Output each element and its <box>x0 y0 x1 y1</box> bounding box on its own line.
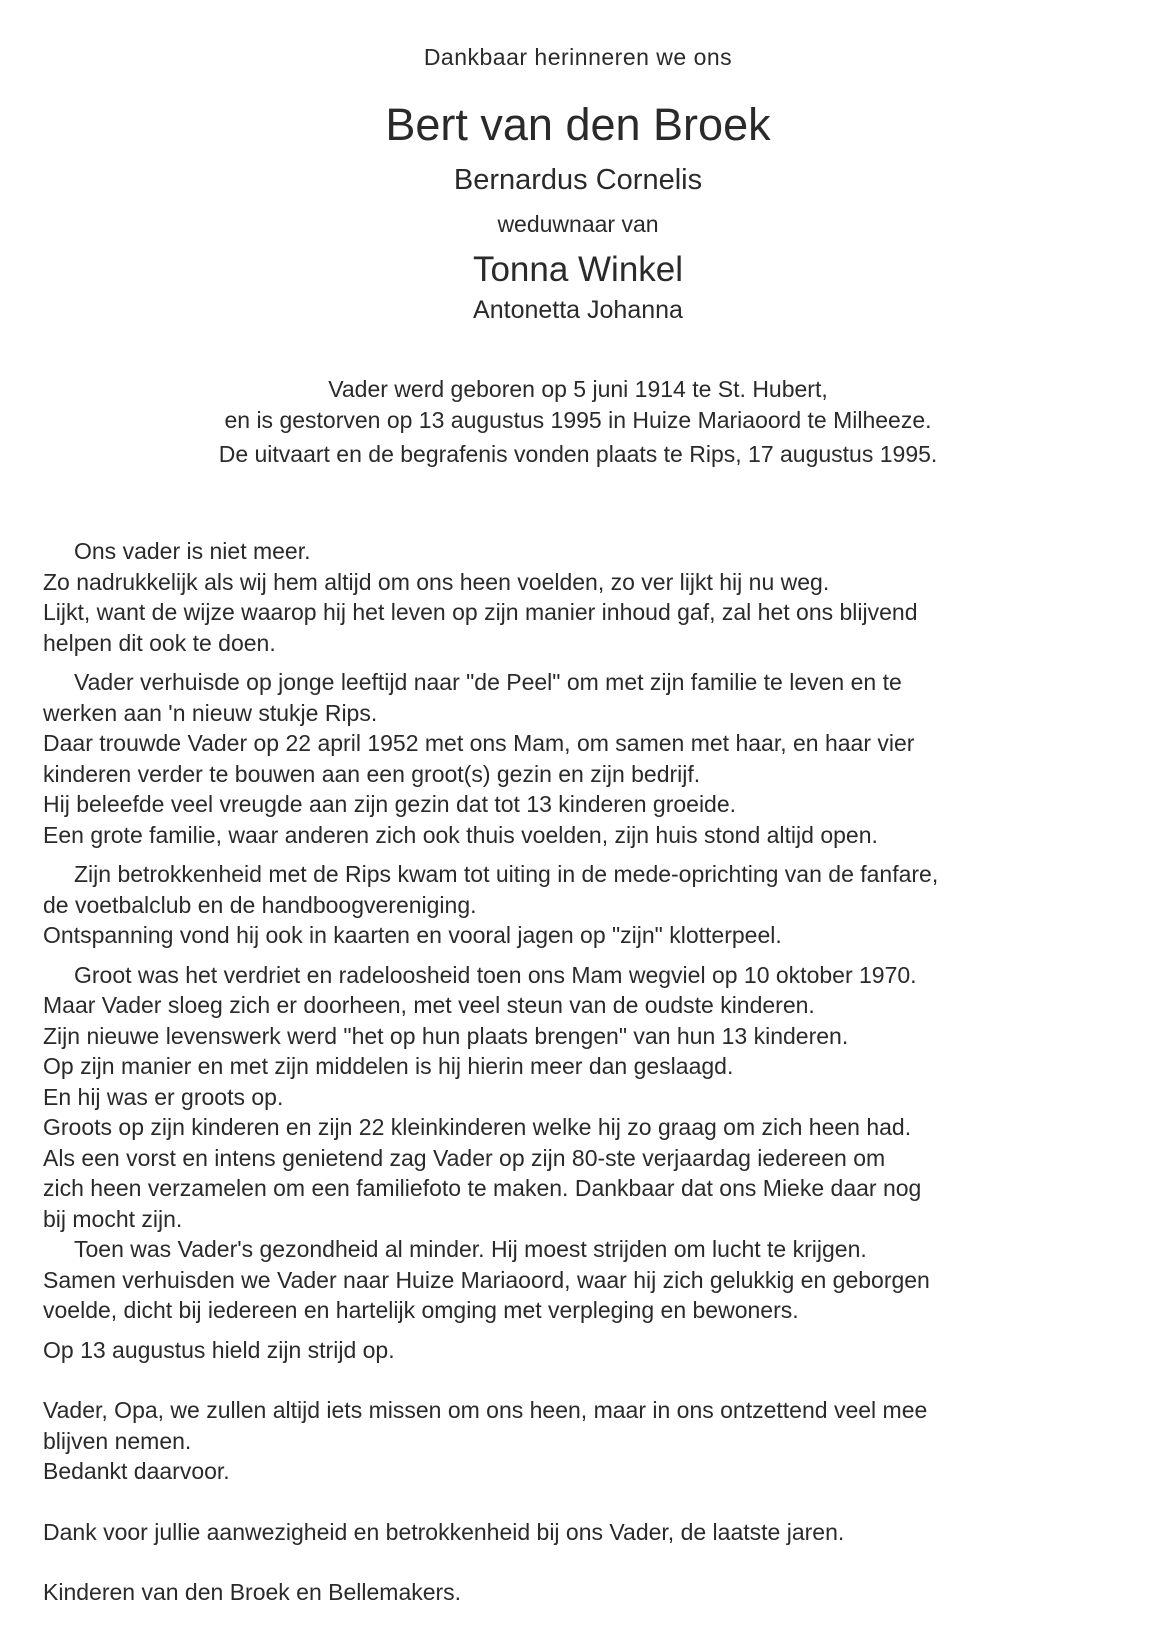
text-line: Op 13 augustus hield zijn strijd op. <box>43 1336 395 1363</box>
text-line: Bedankt daarvoor. <box>43 1458 230 1484</box>
paragraph-farewell <box>43 1395 1123 1487</box>
spouse-given-names: Antonetta Johanna <box>473 296 683 324</box>
text-line: bij mocht zijn. <box>43 1205 183 1232</box>
intro-text: Dankbaar herinneren we ons <box>423 44 733 70</box>
text-line: Groot was het verdriet en radeloosheid toen ons Mam wegviel op 10 oktober 1970. <box>74 961 917 988</box>
paragraph-grief <box>43 960 1123 1235</box>
text-line: voelde, dicht bij iedereen en hartelijk omging met verpleging en bewoners. <box>43 1297 799 1323</box>
text-line: blijven nemen. <box>43 1427 192 1454</box>
text-line: Kinderen van den Broek en Bellemakers. <box>43 1579 462 1605</box>
text-line: Vader verhuisde op jonge leeftijd naar "de Peel" om met zijn familie te leven en te <box>74 669 902 695</box>
deceased-given-names: Bernardus Cornelis <box>453 164 703 196</box>
text-line: Ons vader is niet meer. <box>74 538 311 564</box>
text-line: kinderen verder te bouwen aan een groot(s) gezin en zijn bedrijf. <box>43 760 701 787</box>
birth-fact: Vader werd geboren op 5 juni 1914 te St. Hubert, <box>328 376 828 402</box>
spouse-name: Tonna Winkel <box>472 250 684 289</box>
paragraph-end <box>43 1335 1123 1366</box>
text-line: Dank voor jullie aanwezigheid en betrokkenheid bij ons Vader, de laatste jaren. <box>43 1518 845 1545</box>
text-line: Op zijn manier en met zijn middelen is hij hierin meer dan geslaagd. <box>43 1053 734 1079</box>
text-line: Hij beleefde veel vreugde aan zijn gezin dat tot 13 kinderen groeide. <box>43 791 737 817</box>
text-line: Zijn nieuwe levenswerk werd "het op hun plaats brengen" van hun 13 kinderen. <box>43 1022 849 1049</box>
text-line: Zo nadrukkelijk als wij hem altijd om ons heen voelden, zo ver lijkt hij nu weg. <box>43 568 830 595</box>
text-line: Daar trouwde Vader op 22 april 1952 met ons Mam, om samen met haar, en haar vier <box>43 730 915 756</box>
text-line: Toen was Vader's gezondheid al minder. Hij moest strijden om lucht te krijgen. <box>74 1236 867 1262</box>
text-line: de voetbalclub en de handboogvereniging. <box>43 891 477 918</box>
text-line: Lijkt, want de wijze waarop hij het leven op zijn manier inhoud gaf, zal het ons blijvend <box>43 599 918 625</box>
text-line: Zijn betrokkenheid met de Rips kwam tot uiting in de mede-oprichting van de fanfare, <box>74 861 939 887</box>
text-line: Groots op zijn kinderen en zijn 22 kleinkinderen welke hij zo graag om zich heen had. <box>43 1114 912 1140</box>
text-line: zich heen verzamelen om een familiefoto te maken. Dankbaar dat ons Mieke daar nog <box>43 1175 922 1201</box>
paragraph-thanks <box>43 1517 1123 1548</box>
paragraph-community <box>43 859 1123 951</box>
paragraph-passing <box>43 536 1123 658</box>
death-fact: en is gestorven op 13 augustus 1995 in Huize Mariaoord te Milheeze. <box>224 407 932 433</box>
text-line: Samen verhuisden we Vader naar Huize Mariaoord, waar hij zich gelukkig en geborgen <box>43 1266 930 1293</box>
text-line: En hij was er groots op. <box>43 1083 284 1110</box>
text-line: Een grote familie, waar anderen zich ook thuis voelden, zijn huis stond altijd open. <box>43 821 878 848</box>
paragraph-family <box>43 667 1123 850</box>
deceased-name: Bert van den Broek <box>385 99 771 150</box>
funeral-fact: De uitvaart en de begrafenis vonden plaats te Rips, 17 augustus 1995. <box>218 441 938 467</box>
text-line: Als een vorst en intens genietend zag Vader op zijn 80-ste verjaardag iedereen om <box>43 1144 886 1171</box>
text-line: Vader, Opa, we zullen altijd iets missen om ons heen, maar in ons ontzettend veel mee <box>43 1397 928 1423</box>
relation-text: weduwnaar van <box>497 211 659 237</box>
text-line: werken aan 'n nieuw stukje Rips. <box>43 699 378 726</box>
life-facts <box>0 374 1156 470</box>
text-line: Ontspanning vond hij ook in kaarten en vooral jagen op "zijn" klotterpeel. <box>43 922 782 948</box>
memorial-text <box>43 536 1123 1608</box>
paragraph-health <box>43 1234 1123 1326</box>
text-line: Maar Vader sloeg zich er doorheen, met veel steun van de oudste kinderen. <box>43 992 815 1018</box>
card-header <box>0 40 1156 326</box>
signature-line <box>43 1577 1123 1608</box>
text-line: helpen dit ook te doen. <box>43 629 276 656</box>
